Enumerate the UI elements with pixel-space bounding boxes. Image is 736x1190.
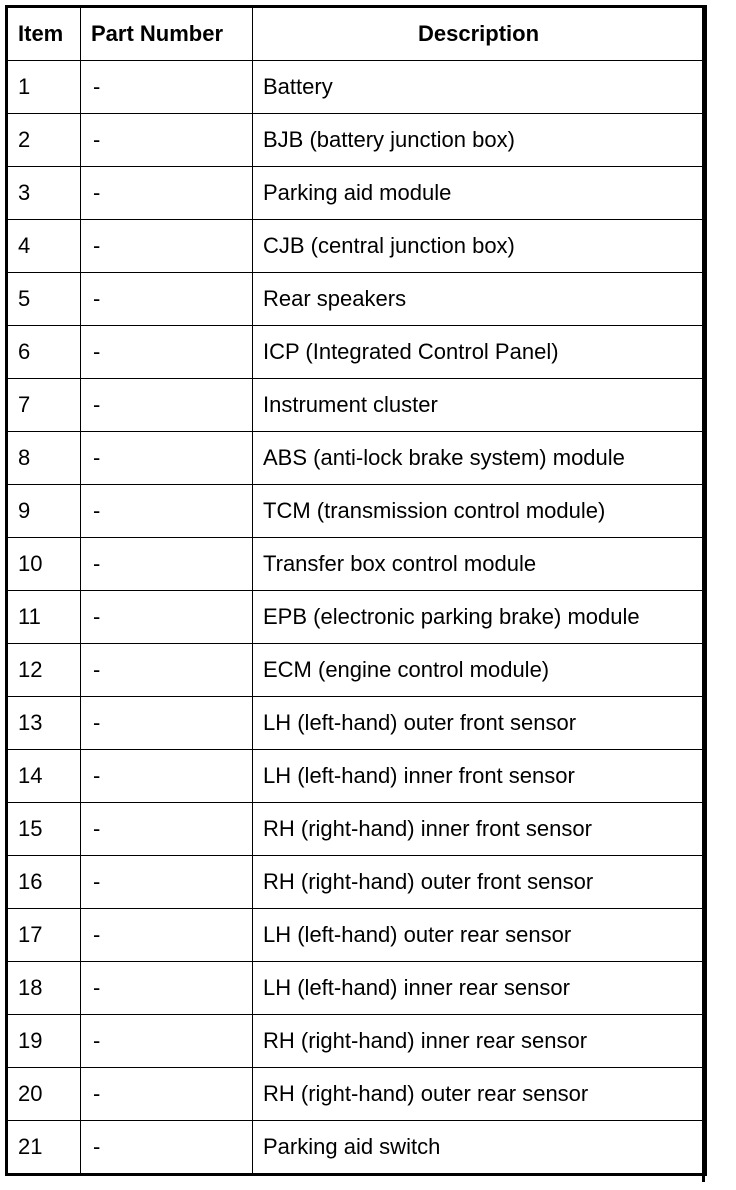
cell-item: 9 (7, 485, 81, 538)
table-row (7, 750, 706, 803)
cell-item: 21 (7, 1121, 81, 1175)
table-row (7, 326, 706, 379)
table-row (7, 644, 706, 697)
cell-description: LH (left-hand) inner front sensor (253, 750, 706, 803)
table-row (7, 485, 706, 538)
parts-table (5, 5, 707, 1176)
cell-description: ABS (anti-lock brake system) module (253, 432, 706, 485)
cell-part-number: - (81, 538, 253, 591)
table-row (7, 538, 706, 591)
cell-item: 17 (7, 909, 81, 962)
table-row (7, 909, 706, 962)
table-body (7, 61, 706, 1175)
cell-part-number: - (81, 379, 253, 432)
table-row (7, 962, 706, 1015)
cell-item: 19 (7, 1015, 81, 1068)
cell-item: 8 (7, 432, 81, 485)
cell-part-number: - (81, 750, 253, 803)
header-item: Item (7, 7, 81, 61)
cell-item: 16 (7, 856, 81, 909)
cell-part-number: - (81, 803, 253, 856)
table-row (7, 220, 706, 273)
cell-item: 12 (7, 644, 81, 697)
cell-description: RH (right-hand) inner rear sensor (253, 1015, 706, 1068)
table-right-rule (702, 5, 705, 1182)
cell-item: 20 (7, 1068, 81, 1121)
table-row (7, 1121, 706, 1175)
table-row (7, 697, 706, 750)
cell-description: CJB (central junction box) (253, 220, 706, 273)
cell-item: 11 (7, 591, 81, 644)
cell-part-number: - (81, 909, 253, 962)
cell-description: Parking aid switch (253, 1121, 706, 1175)
cell-item: 5 (7, 273, 81, 326)
cell-description: TCM (transmission control module) (253, 485, 706, 538)
table-row (7, 803, 706, 856)
cell-part-number: - (81, 1121, 253, 1175)
cell-part-number: - (81, 1068, 253, 1121)
table-row (7, 1015, 706, 1068)
header-description: Description (253, 7, 706, 61)
cell-part-number: - (81, 273, 253, 326)
cell-part-number: - (81, 485, 253, 538)
cell-item: 13 (7, 697, 81, 750)
cell-part-number: - (81, 61, 253, 114)
cell-item: 15 (7, 803, 81, 856)
table-row (7, 379, 706, 432)
table-row (7, 61, 706, 114)
cell-description: BJB (battery junction box) (253, 114, 706, 167)
cell-item: 3 (7, 167, 81, 220)
cell-part-number: - (81, 1015, 253, 1068)
cell-item: 18 (7, 962, 81, 1015)
table-row (7, 856, 706, 909)
cell-part-number: - (81, 856, 253, 909)
table-row (7, 273, 706, 326)
cell-part-number: - (81, 432, 253, 485)
cell-item: 14 (7, 750, 81, 803)
header-row (7, 7, 706, 61)
cell-part-number: - (81, 326, 253, 379)
cell-description: ICP (Integrated Control Panel) (253, 326, 706, 379)
cell-item: 4 (7, 220, 81, 273)
cell-description: Parking aid module (253, 167, 706, 220)
header-part-number: Part Number (81, 7, 253, 61)
table-row (7, 114, 706, 167)
cell-item: 2 (7, 114, 81, 167)
table-row (7, 591, 706, 644)
cell-item: 10 (7, 538, 81, 591)
table-header (7, 7, 706, 61)
cell-item: 7 (7, 379, 81, 432)
cell-description: LH (left-hand) inner rear sensor (253, 962, 706, 1015)
table-row (7, 432, 706, 485)
cell-item: 6 (7, 326, 81, 379)
table-row (7, 167, 706, 220)
cell-description: Instrument cluster (253, 379, 706, 432)
cell-description: ECM (engine control module) (253, 644, 706, 697)
cell-description: LH (left-hand) outer front sensor (253, 697, 706, 750)
cell-part-number: - (81, 644, 253, 697)
table-row (7, 1068, 706, 1121)
cell-description: EPB (electronic parking brake) module (253, 591, 706, 644)
cell-part-number: - (81, 591, 253, 644)
cell-description: RH (right-hand) outer front sensor (253, 856, 706, 909)
cell-description: Battery (253, 61, 706, 114)
cell-description: RH (right-hand) outer rear sensor (253, 1068, 706, 1121)
cell-part-number: - (81, 167, 253, 220)
cell-description: Rear speakers (253, 273, 706, 326)
cell-part-number: - (81, 697, 253, 750)
cell-description: RH (right-hand) inner front sensor (253, 803, 706, 856)
cell-description: LH (left-hand) outer rear sensor (253, 909, 706, 962)
cell-description: Transfer box control module (253, 538, 706, 591)
cell-part-number: - (81, 220, 253, 273)
cell-item: 1 (7, 61, 81, 114)
cell-part-number: - (81, 114, 253, 167)
cell-part-number: - (81, 962, 253, 1015)
